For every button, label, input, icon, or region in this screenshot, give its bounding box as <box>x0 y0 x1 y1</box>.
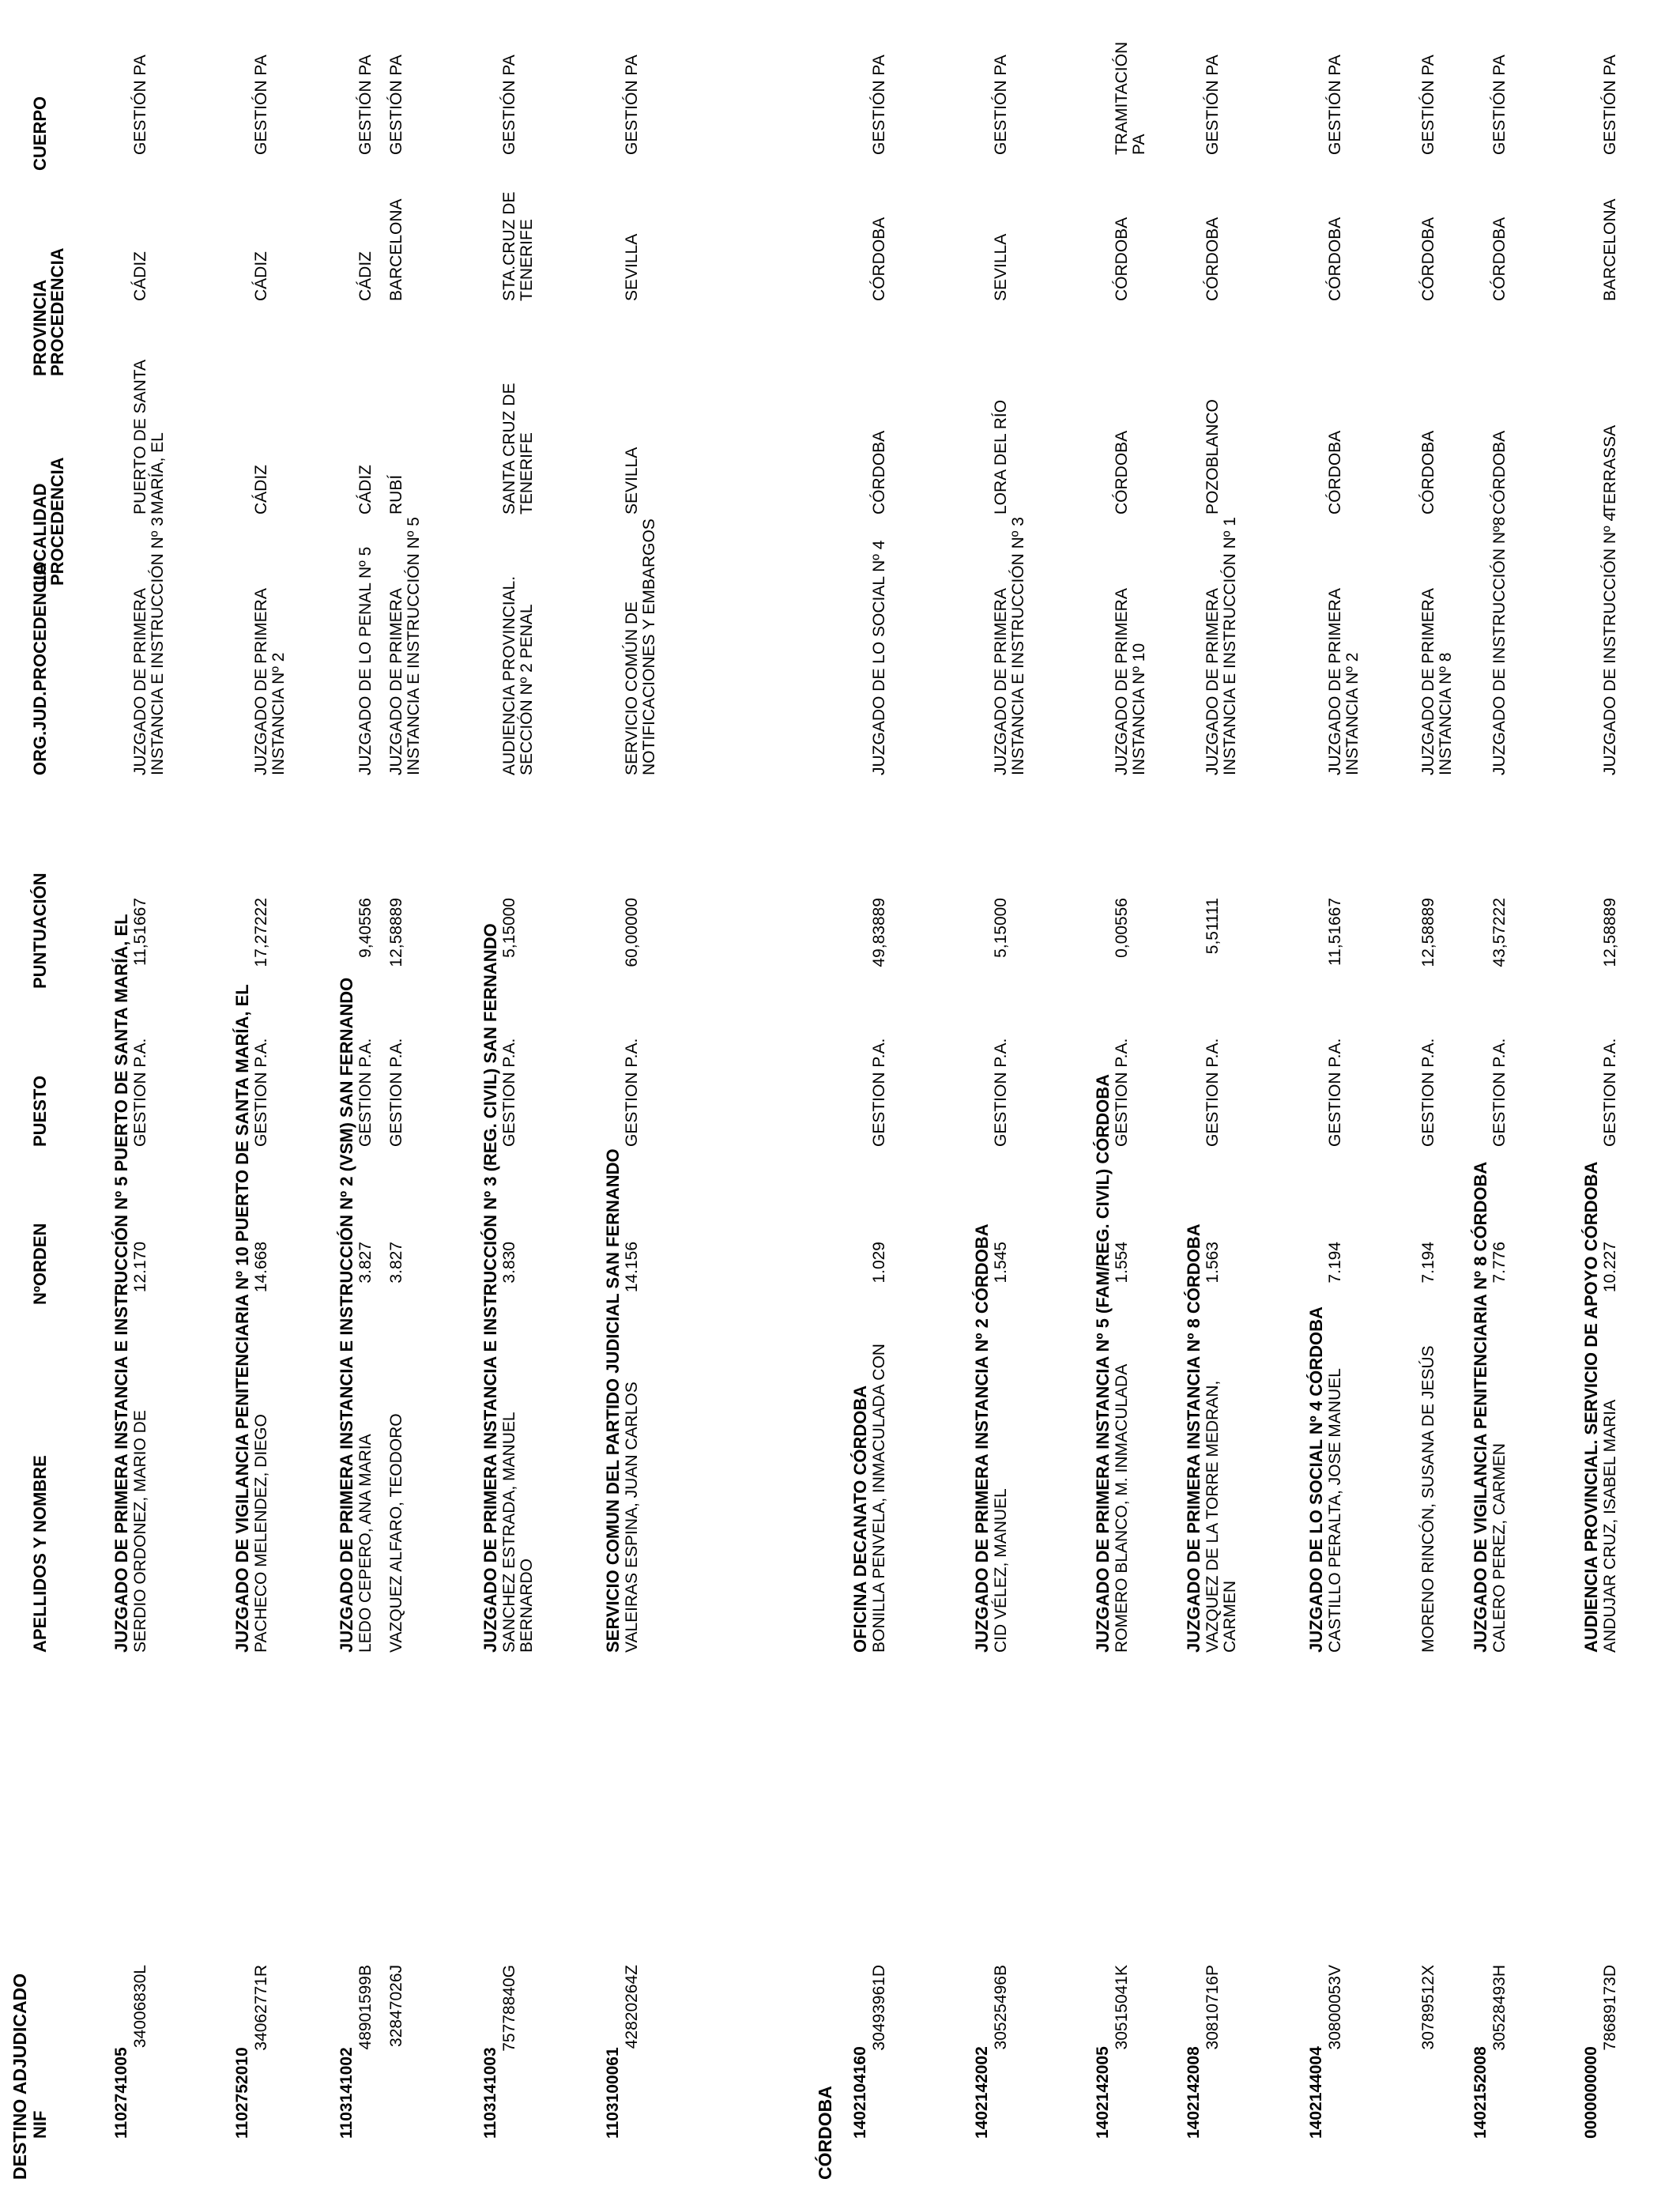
puntuacion-cell: 12,58889 <box>387 898 405 967</box>
destino-code: 1103141002 <box>337 2047 356 2139</box>
puntuacion-cell: 12,58889 <box>1419 898 1437 967</box>
destino-title: JUZGADO DE PRIMERA INSTANCIA Nº 5 (FAM/REG. CIVIL) CÓRDOBA <box>1093 1073 1113 1653</box>
puesto-cell: GESTION P.A. <box>1601 1038 1619 1147</box>
destino-title: OFICINA DECANATO CÓRDOBA <box>850 1385 870 1653</box>
puntuacion-cell: 5,51111 <box>1203 898 1222 955</box>
destino-adjudicado-heading: DESTINO ADJUDICADO <box>9 1973 30 2180</box>
name-cell: VALEIRAS ESPINA, JUAN CARLOS <box>623 1382 641 1653</box>
puesto-cell: GESTION P.A. <box>387 1038 405 1147</box>
name-cell: CASTILLO PERALTA, JOSE MANUEL <box>1326 1368 1344 1653</box>
nif-cell: 30525496B <box>992 1965 1010 2050</box>
destino-title: JUZGADO DE PRIMERA INSTANCIA E INSTRUCCIÓN Nº 3 (REG. CIVIL) SAN FERNANDO <box>480 923 500 1653</box>
cuerpo-cell: GESTIÓN PA <box>356 55 375 155</box>
destino-title: JUZGADO DE VIGILANCIA PENITENCIARIA Nº 8 CÓRDOBA <box>1471 1161 1490 1653</box>
orden-cell: 1.563 <box>1203 1242 1222 1284</box>
localidad-cell: CÓRDOBA <box>1490 430 1509 515</box>
name-cell: SANCHEZ ESTRADA, MANUEL BERNARDO <box>500 1412 536 1653</box>
provincia-cell: SEVILLA <box>992 233 1010 301</box>
puesto-cell: GESTION P.A. <box>1419 1038 1437 1147</box>
cuerpo-cell: TRAMITACIÓN PA <box>1113 41 1148 155</box>
destino-code: 1103141003 <box>481 2047 499 2139</box>
destino-code: 0000000000 <box>1582 2046 1600 2139</box>
localidad-cell: POZOBLANCO <box>1203 399 1222 515</box>
localidad-cell: PUERTO DE SANTA MARÍA, EL <box>131 359 167 515</box>
puesto-cell: GESTION P.A. <box>1490 1038 1509 1147</box>
puesto-cell: GESTION P.A. <box>1113 1038 1131 1147</box>
localidad-cell: CÓRDOBA <box>1419 430 1437 515</box>
col-header-org: ORG.JUD.PROCEDENCIA <box>30 563 50 775</box>
destino-code: 1102741005 <box>112 2047 130 2139</box>
org-cell: SERVICIO COMÚN DE NOTIFICACIONES Y EMBARGOS <box>623 518 658 775</box>
org-cell: JUZGADO DE PRIMERA INSTANCIA Nº 10 <box>1113 588 1148 775</box>
puntuacion-cell: 43,57222 <box>1490 898 1509 967</box>
orden-cell: 7.194 <box>1419 1242 1437 1284</box>
cuerpo-cell: GESTIÓN PA <box>131 55 149 155</box>
destino-code: 1402142008 <box>1185 2046 1203 2139</box>
col-header-nif: NIF <box>30 2110 50 2139</box>
puesto-cell: GESTION P.A. <box>1326 1038 1344 1147</box>
puntuacion-cell: 49,83889 <box>870 898 888 967</box>
name-cell: CID VÉLEZ, MANUEL <box>992 1488 1010 1653</box>
cuerpo-cell: GESTIÓN PA <box>1601 55 1619 155</box>
destino-code: 1402144004 <box>1307 2046 1325 2139</box>
provincia-cell: CÁDIZ <box>252 251 270 301</box>
name-cell: LEDO CEPERO, ANA MARIA <box>356 1434 375 1653</box>
puntuacion-cell: 0,00556 <box>1113 898 1131 958</box>
provincia-cell: STA.CRUZ DE TENERIFE <box>500 191 536 301</box>
nif-cell: 30493961D <box>870 1965 888 2051</box>
puesto-cell: GESTION P.A. <box>131 1038 149 1147</box>
name-cell: CALERO PEREZ, CARMEN <box>1490 1443 1509 1653</box>
org-cell: JUZGADO DE PRIMERA INSTANCIA Nº 2 <box>252 588 288 775</box>
localidad-cell: CÓRDOBA <box>1326 430 1344 515</box>
provincia-cell: CÁDIZ <box>356 251 375 301</box>
cuerpo-cell: GESTIÓN PA <box>1419 55 1437 155</box>
puesto-cell: GESTION P.A. <box>356 1038 375 1147</box>
provincia-cell: SEVILLA <box>623 233 641 301</box>
orden-cell: 3.827 <box>356 1242 375 1284</box>
localidad-cell: LORA DEL RÍO <box>992 399 1010 515</box>
name-cell: BONILLA PENVELA, INMACULADA CON <box>870 1344 888 1653</box>
destino-title: SERVICIO COMUN DEL PARTIDO JUDICIAL SAN FERNANDO <box>603 1148 623 1653</box>
provincia-cell: CÓRDOBA <box>870 217 888 301</box>
nif-cell: 30800053V <box>1326 1965 1344 2050</box>
nif-cell: 34062771R <box>252 1965 270 2051</box>
orden-cell: 3.830 <box>500 1242 518 1284</box>
localidad-cell: CÓRDOBA <box>1113 430 1131 515</box>
puntuacion-cell: 11,51667 <box>131 898 149 967</box>
col-header-localidad: LOCALIDAD PROCEDENCIA <box>30 457 67 586</box>
provincia-cell: CÓRDOBA <box>1113 217 1131 301</box>
name-cell: MORENO RINCÓN, SUSANA DE JESÚS <box>1419 1345 1437 1653</box>
nif-cell: 48901599B <box>356 1965 375 2050</box>
provincia-cell: BARCELONA <box>387 198 405 301</box>
cuerpo-cell: GESTIÓN PA <box>1203 55 1222 155</box>
puntuacion-cell: 9,40556 <box>356 898 375 958</box>
name-cell: PACHECO MELENDEZ, DIEGO <box>252 1414 270 1653</box>
orden-cell: 1.029 <box>870 1242 888 1284</box>
destino-title: JUZGADO DE PRIMERA INSTANCIA Nº 8 CÓRDOBA <box>1184 1223 1203 1653</box>
puntuacion-cell: 11,51667 <box>1326 898 1344 967</box>
puntuacion-cell: 5,15000 <box>992 898 1010 958</box>
org-cell: JUZGADO DE PRIMERA INSTANCIA E INSTRUCCIÓN Nº 1 <box>1203 517 1239 775</box>
destino-code: 1402104160 <box>851 2046 869 2139</box>
localidad-cell: CÁDIZ <box>356 465 375 515</box>
orden-cell: 10.227 <box>1601 1242 1619 1293</box>
puntuacion-cell: 60,00000 <box>623 898 641 967</box>
destino-code: 1402142005 <box>1094 2046 1112 2139</box>
cuerpo-cell: GESTIÓN PA <box>387 55 405 155</box>
nif-cell: 78689173D <box>1601 1965 1619 2051</box>
orden-cell: 1.554 <box>1113 1242 1131 1284</box>
localidad-cell: CÓRDOBA <box>870 430 888 515</box>
nif-cell: 34006830L <box>131 1965 149 2049</box>
cuerpo-cell: GESTIÓN PA <box>1490 55 1509 155</box>
nif-cell: 30789512X <box>1419 1965 1437 2050</box>
cuerpo-cell: GESTIÓN PA <box>1326 55 1344 155</box>
provincia-cell: CÓRDOBA <box>1490 217 1509 301</box>
orden-cell: 3.827 <box>387 1242 405 1284</box>
name-cell: ANDUJAR CRUZ, ISABEL MARIA <box>1601 1399 1619 1653</box>
cuerpo-cell: GESTIÓN PA <box>992 55 1010 155</box>
destino-code: 1402152008 <box>1471 2046 1490 2139</box>
destino-title: JUZGADO DE VIGILANCIA PENITENCIARIA Nº 10 PUERTO DE SANTA MARÍA, EL <box>232 984 252 1653</box>
cuerpo-cell: GESTIÓN PA <box>623 55 641 155</box>
cuerpo-cell: GESTIÓN PA <box>870 55 888 155</box>
nif-cell: 42820264Z <box>623 1965 641 2049</box>
orden-cell: 7.776 <box>1490 1242 1509 1284</box>
nif-cell: 30528493H <box>1490 1965 1509 2051</box>
puesto-cell: GESTION P.A. <box>1203 1038 1222 1147</box>
puntuacion-cell: 5,15000 <box>500 898 518 958</box>
org-cell: JUZGADO DE INSTRUCCIÓN Nº8 <box>1490 516 1509 775</box>
col-header-cuerpo: CUERPO <box>30 96 50 171</box>
org-cell: JUZGADO DE PRIMERA INSTANCIA E INSTRUCCIÓN Nº 3 <box>131 517 167 775</box>
destino-title: JUZGADO DE PRIMERA INSTANCIA Nº 2 CÓRDOBA <box>972 1223 992 1653</box>
col-header-nombre: APELLIDOS Y NOMBRE <box>30 1455 50 1653</box>
nif-cell: 30810716P <box>1203 1965 1222 2050</box>
orden-cell: 12.170 <box>131 1242 149 1293</box>
puesto-cell: GESTION P.A. <box>992 1038 1010 1147</box>
name-cell: ROMERO BLANCO, M. INMACULADA <box>1113 1363 1131 1653</box>
org-cell: JUZGADO DE LO SOCIAL Nº 4 <box>870 540 888 775</box>
org-cell: JUZGADO DE PRIMERA INSTANCIA E INSTRUCCIÓN Nº 3 <box>992 517 1027 775</box>
orden-cell: 7.194 <box>1326 1242 1344 1284</box>
col-header-puesto: PUESTO <box>30 1075 50 1147</box>
name-cell: VAZQUEZ DE LA TORRE MEDRAN, CARMEN <box>1203 1380 1239 1653</box>
provincia-cell: CÓRDOBA <box>1203 217 1222 301</box>
org-cell: JUZGADO DE PRIMERA INSTANCIA Nº 2 <box>1326 588 1362 775</box>
cuerpo-cell: GESTIÓN PA <box>252 55 270 155</box>
destino-title: JUZGADO DE PRIMERA INSTANCIA E INSTRUCCIÓN Nº 5 PUERTO DE SANTA MARÍA, EL <box>111 914 131 1653</box>
destino-code: 1103100061 <box>604 2047 622 2139</box>
org-cell: JUZGADO DE PRIMERA INSTANCIA Nº 8 <box>1419 588 1455 775</box>
destino-code: 1102752010 <box>233 2047 251 2139</box>
puesto-cell: GESTION P.A. <box>252 1038 270 1147</box>
nif-cell: 30515041K <box>1113 1965 1131 2050</box>
cuerpo-cell: GESTIÓN PA <box>500 55 518 155</box>
orden-cell: 1.545 <box>992 1242 1010 1284</box>
org-cell: JUZGADO DE LO PENAL Nº 5 <box>356 546 375 775</box>
localidad-cell: SEVILLA <box>623 447 641 515</box>
puesto-cell: GESTION P.A. <box>623 1038 641 1147</box>
destino-title: AUDIENCIA PROVINCIAL. SERVICIO DE APOYO CÓRDOBA <box>1581 1161 1601 1653</box>
destino-title: JUZGADO DE PRIMERA INSTANCIA E INSTRUCCIÓN Nº 2 (VSM) SAN FERNANDO <box>337 977 356 1653</box>
puntuacion-cell: 12,58889 <box>1601 898 1619 967</box>
col-header-provincia: PROVINCIA PROCEDENCIA <box>30 247 67 376</box>
provincia-cell: CÁDIZ <box>131 251 149 301</box>
puesto-cell: GESTION P.A. <box>870 1038 888 1147</box>
provincia-cell: CÓRDOBA <box>1419 217 1437 301</box>
province-heading: CÓRDOBA <box>815 2086 835 2180</box>
localidad-cell: RUBÍ <box>387 474 405 515</box>
orden-cell: 14.668 <box>252 1242 270 1293</box>
provincia-cell: BARCELONA <box>1601 198 1619 301</box>
name-cell: VAZQUEZ ALFARO, TEODORO <box>387 1413 405 1653</box>
col-header-norden: NºORDEN <box>30 1223 50 1305</box>
nif-cell: 75778840G <box>500 1965 518 2052</box>
destino-code: 1402142002 <box>973 2046 991 2139</box>
col-header-puntuacion: PUNTUACIÓN <box>30 873 50 989</box>
org-cell: JUZGADO DE PRIMERA INSTANCIA E INSTRUCCIÓN Nº 5 <box>387 517 423 775</box>
localidad-cell: CÁDIZ <box>252 465 270 515</box>
provincia-cell: CÓRDOBA <box>1326 217 1344 301</box>
puesto-cell: GESTION P.A. <box>500 1038 518 1147</box>
localidad-cell: TERRASSA <box>1601 424 1619 515</box>
org-cell: AUDIENCIA PROVINCIAL. SECCIÓN Nº 2 PENAL <box>500 575 536 775</box>
org-cell: JUZGADO DE INSTRUCCIÓN Nº 4 <box>1601 511 1619 775</box>
nif-cell: 32847026J <box>387 1965 405 2047</box>
destino-title: JUZGADO DE LO SOCIAL Nº 4 CÓRDOBA <box>1306 1306 1326 1653</box>
name-cell: SERDIO ORDONEZ, MARIO DE <box>131 1410 149 1653</box>
orden-cell: 14.156 <box>623 1242 641 1293</box>
puntuacion-cell: 17,27222 <box>252 898 270 967</box>
localidad-cell: SANTA CRUZ DE TENERIFE <box>500 383 536 515</box>
